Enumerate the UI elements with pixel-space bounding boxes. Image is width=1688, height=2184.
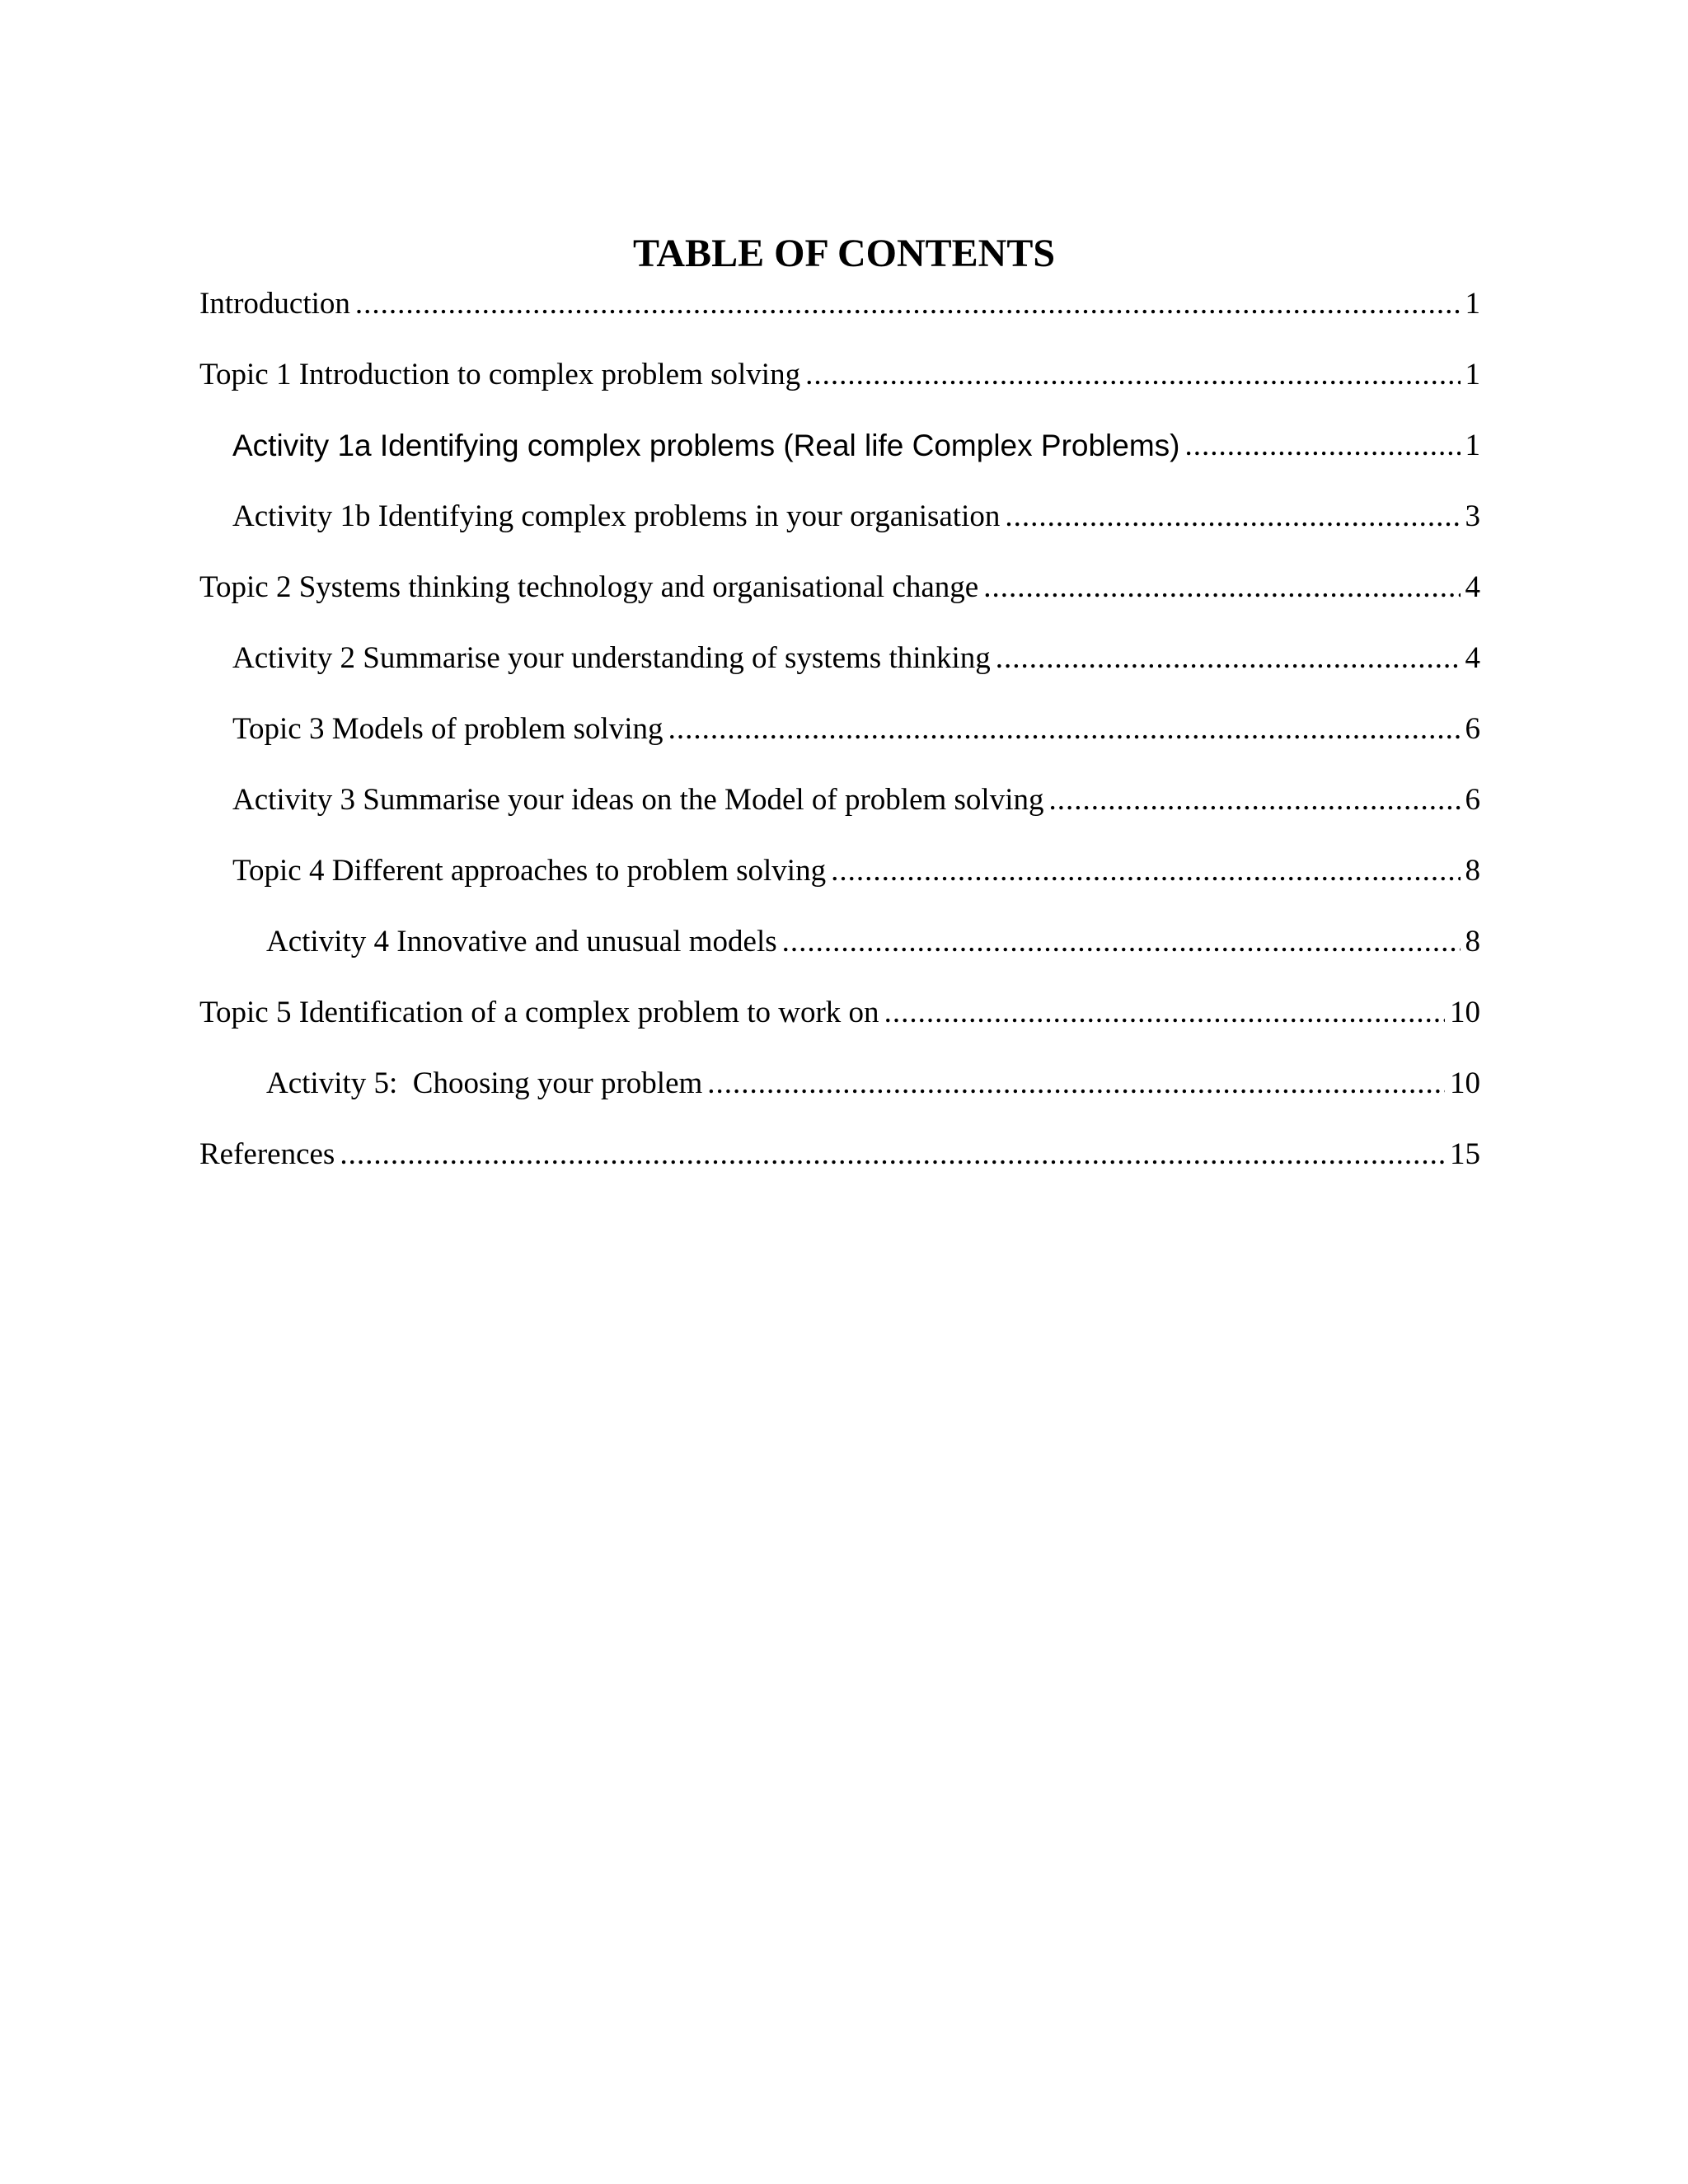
toc-title: TABLE OF CONTENTS bbox=[632, 232, 1056, 275]
toc-entry-text: References bbox=[199, 1137, 335, 1171]
toc-entry-text: Topic 2 Systems thinking technology and organisational change bbox=[199, 570, 979, 604]
toc-page-number: 10 bbox=[1450, 996, 1480, 1029]
toc-entry-text: Activity 3 Summarise your ideas on the Model of problem solving bbox=[232, 783, 1044, 817]
toc-page-number: 4 bbox=[1465, 641, 1480, 675]
toc-leader-dots bbox=[1185, 425, 1461, 466]
toc-page-number: 6 bbox=[1465, 783, 1480, 817]
toc-entry[interactable] bbox=[232, 496, 1480, 537]
toc-leader-dots bbox=[782, 921, 1461, 963]
toc-leader-dots bbox=[355, 284, 1461, 325]
toc-leader-dots bbox=[831, 851, 1460, 892]
toc-page-number: 8 bbox=[1465, 854, 1480, 888]
toc-leader-dots bbox=[805, 354, 1460, 396]
toc-page-number: 15 bbox=[1450, 1137, 1480, 1171]
toc-entry[interactable] bbox=[199, 284, 1480, 325]
toc-page-number: 1 bbox=[1465, 287, 1480, 321]
toc-entry-text: Topic 5 Identification of a complex problem to work on bbox=[199, 996, 879, 1029]
toc-page-number: 4 bbox=[1465, 570, 1480, 604]
toc-entry[interactable] bbox=[199, 567, 1480, 608]
toc-entry-text: Topic 4 Different approaches to problem solving bbox=[232, 854, 827, 888]
toc-leader-dots bbox=[884, 992, 1445, 1033]
toc-entry-text: Activity 1a Identifying complex problems (Real life Complex Problems) bbox=[232, 429, 1180, 462]
toc-leader-dots bbox=[668, 709, 1461, 750]
toc-entry-text: Activity 1b Identifying complex problems in your organisation bbox=[232, 499, 1001, 533]
toc-leader-dots bbox=[707, 1063, 1445, 1104]
toc-page-number: 1 bbox=[1465, 358, 1480, 391]
toc-entry[interactable] bbox=[232, 851, 1480, 892]
toc-entry[interactable] bbox=[199, 1134, 1480, 1175]
toc-entry-text: Topic 1 Introduction to complex problem solving bbox=[199, 358, 801, 391]
toc-entry-text: Introduction bbox=[199, 287, 350, 321]
toc-entry-text: Activity 2 Summarise your understanding of systems thinking bbox=[232, 641, 991, 675]
toc-entry[interactable] bbox=[232, 425, 1480, 466]
toc-entry[interactable] bbox=[266, 921, 1480, 963]
toc-entry-text: Activity 5: Choosing your problem bbox=[266, 1066, 703, 1100]
toc-entry[interactable] bbox=[199, 354, 1480, 396]
toc-page-number: 10 bbox=[1450, 1066, 1480, 1100]
toc-leader-dots bbox=[983, 567, 1460, 608]
toc-leader-dots bbox=[1005, 496, 1460, 537]
toc-leader-dots bbox=[996, 638, 1461, 679]
toc-leader-dots bbox=[340, 1134, 1445, 1175]
toc-entry[interactable] bbox=[232, 638, 1480, 679]
toc-page-number: 1 bbox=[1465, 429, 1480, 462]
toc-leader-dots bbox=[1048, 780, 1460, 821]
toc-entry[interactable] bbox=[232, 709, 1480, 750]
toc-entry[interactable] bbox=[232, 780, 1480, 821]
toc-page-number: 8 bbox=[1465, 925, 1480, 958]
toc-entry-text: Topic 3 Models of problem solving bbox=[232, 712, 663, 746]
toc-entry-text: Activity 4 Innovative and unusual models bbox=[266, 925, 777, 958]
toc-entry[interactable] bbox=[199, 992, 1480, 1033]
toc-page-number: 6 bbox=[1465, 712, 1480, 746]
toc-page-number: 3 bbox=[1465, 499, 1480, 533]
toc-entry[interactable] bbox=[266, 1063, 1480, 1104]
